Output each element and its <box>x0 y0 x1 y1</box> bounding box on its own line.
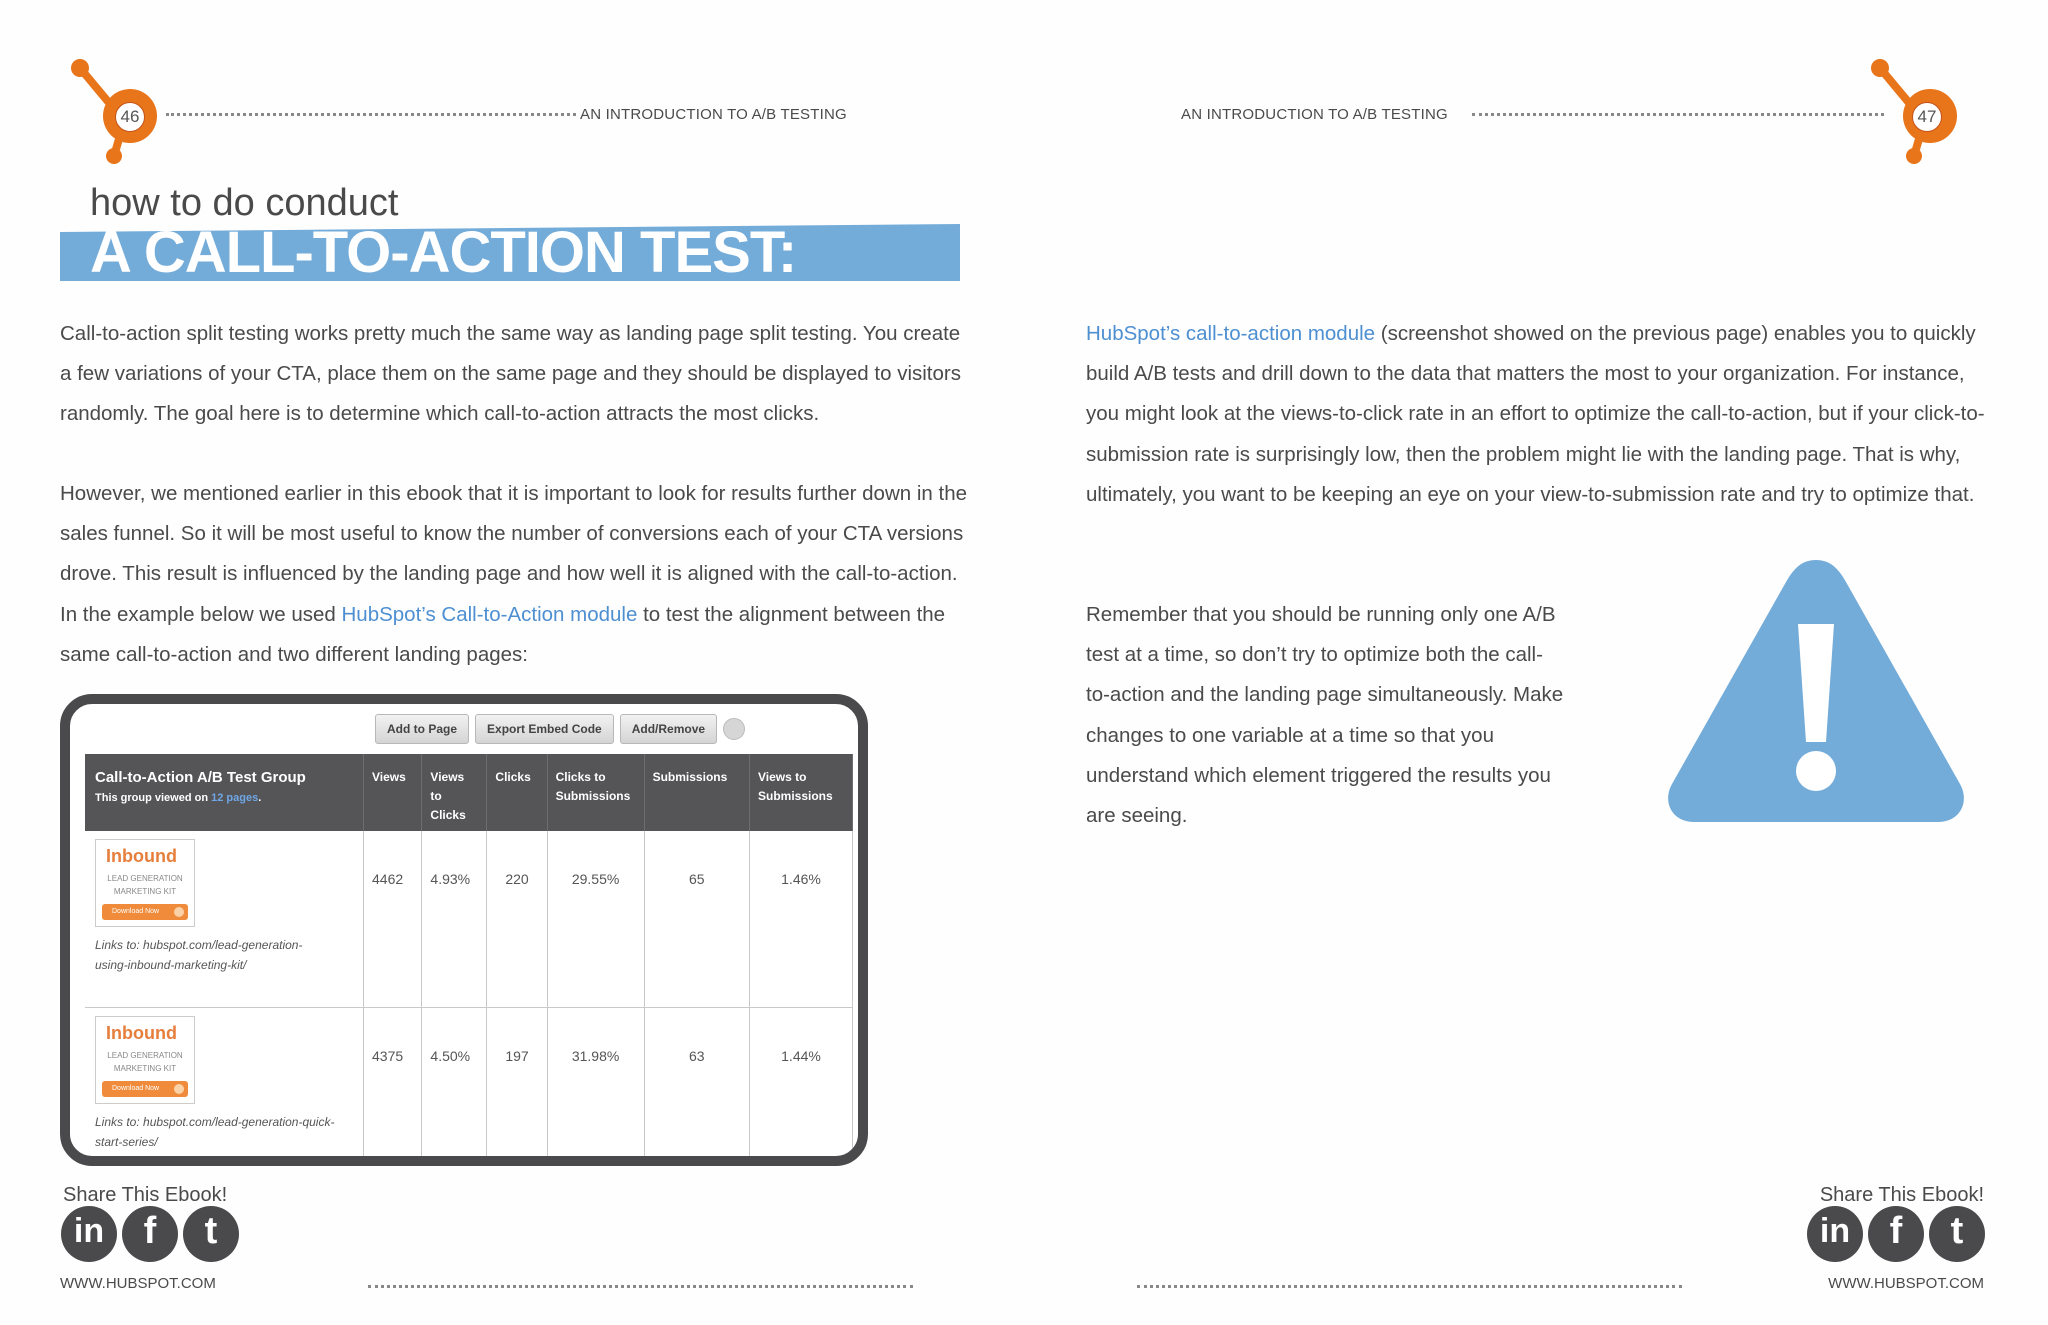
variant-cell <box>85 831 364 1008</box>
thumb-button: Download Now <box>102 904 188 920</box>
share-label-left: Share This Ebook! <box>63 1184 228 1206</box>
right-paragraph-2-text: Remember that you should be running only one A/B test at a time, so don’t try to optimize both the call-to-action and the landing page simultaneously. Make changes to one variable at a time so that you understand which element triggered the results you are seeing. <box>1086 603 1564 828</box>
linkedin-icon[interactable]: in <box>61 1206 117 1262</box>
left-paragraph-1 <box>60 314 970 435</box>
right-para1-text: (screenshot showed on the previous page) enables you to quickly build A/B tests and drill down to the data that matters the most to your organization. For instance, you might look at the views-to-click rate in an effort to optimize the call-to-action, but if your click-to-submission rate is surprisingly low, then the problem might lie with the landing page. That is why, ultimately, you want to be keeping an eye on your view-to-submission rate and try to optimize that. <box>1086 322 1985 506</box>
screenshot-toolbar <box>375 714 745 744</box>
footer-rule-left <box>368 1285 913 1288</box>
footer-url-left[interactable]: WWW.HUBSPOT.COM <box>60 1275 216 1292</box>
facebook-icon[interactable]: f <box>122 1206 178 1262</box>
para2-text-before: However, we mentioned earlier in this ebook that it is important to look for results further down in the sales funnel. So it will be most useful to know the number of conversions each of your CTA versions drove. This result is influenced by the landing page and how well it is aligned with the call-to-action. In the example below we used <box>60 482 968 626</box>
cell-clicks-to-submissions: 31.98% <box>547 1008 644 1167</box>
warning-icon <box>1658 546 1974 826</box>
cell-views-to-clicks: 4.50% <box>422 1008 487 1167</box>
export-embed-code-button[interactable]: Export Embed Code <box>475 714 614 744</box>
group-pages-link[interactable]: 12 pages <box>211 792 259 804</box>
cell-views-to-submissions: 1.44% <box>750 1008 853 1167</box>
group-title-header <box>85 754 364 831</box>
ab-test-table <box>85 754 853 1166</box>
cta-module-link-right[interactable]: HubSpot’s call-to-action module <box>1086 322 1376 345</box>
thumb-title: Inbound <box>106 1023 177 1043</box>
cell-clicks: 220 <box>487 831 547 1008</box>
header-clicks: Clicks <box>487 754 547 831</box>
linkedin-icon[interactable]: in <box>1807 1206 1863 1262</box>
right-paragraph-1 <box>1086 314 1991 515</box>
cell-views-to-clicks: 4.93% <box>422 831 487 1008</box>
thumb-button: Download Now <box>102 1081 188 1097</box>
left-paragraph-2-text <box>60 474 970 675</box>
thumb-title: Inbound <box>106 846 177 866</box>
running-head-left: AN INTRODUCTION TO A/B TESTING <box>580 106 847 123</box>
cell-submissions: 65 <box>644 831 749 1008</box>
header-views-to-submissions: Views to Submissions <box>750 754 853 831</box>
cell-views-to-submissions: 1.46% <box>750 831 853 1008</box>
table-header-row <box>85 754 853 831</box>
cta-module-link[interactable]: HubSpot’s Call-to-Action module <box>341 602 638 626</box>
footer-url-right[interactable]: WWW.HUBSPOT.COM <box>1828 1275 1984 1292</box>
thumb-arrow-icon <box>174 1084 184 1094</box>
table-row <box>85 1008 853 1167</box>
twitter-icon[interactable]: t <box>183 1206 239 1262</box>
cell-views: 4375 <box>364 1008 422 1167</box>
table-row <box>85 831 853 1008</box>
ab-test-screenshot <box>60 694 868 1166</box>
right-paragraph-2 <box>1086 595 1566 836</box>
page-number-right: 47 <box>1912 102 1942 132</box>
group-sub-after: . <box>258 792 262 804</box>
variant-link-text: Links to: hubspot.com/lead-generation-quick-start-series/ <box>95 1115 335 1149</box>
header-rule-right <box>1472 113 1884 116</box>
left-paragraph-1-text: Call-to-action split testing works pretty much the same way as landing page split testing. You create a few variations of your CTA, place them on the same page and they should be displayed to visitors randomly. The goal here is to determine which call-to-action attracts the most clicks. <box>60 322 961 426</box>
options-circle-icon[interactable] <box>723 718 745 740</box>
running-head-right: AN INTRODUCTION TO A/B TESTING <box>1181 106 1448 123</box>
thumb-subtitle: LEAD GENERATION MARKETING KIT <box>107 874 183 896</box>
twitter-icon[interactable]: t <box>1929 1206 1985 1262</box>
group-subtitle <box>95 789 355 808</box>
group-sub-before: This group viewed on <box>95 792 212 804</box>
header-submissions: Submissions <box>644 754 749 831</box>
hubspot-sprocket-logo-left <box>62 56 162 166</box>
cta-thumbnail[interactable] <box>95 839 195 927</box>
section-title: A CALL-TO-ACTION TEST: <box>90 220 797 285</box>
cell-clicks-to-submissions: 29.55% <box>547 831 644 1008</box>
section-kicker: how to do conduct <box>90 182 399 224</box>
cell-views: 4462 <box>364 831 422 1008</box>
group-title: Call-to-Action A/B Test Group <box>95 769 306 786</box>
header-rule-left <box>166 113 576 116</box>
variant-cell <box>85 1008 364 1167</box>
add-to-page-button[interactable]: Add to Page <box>375 714 469 744</box>
thumb-subtitle: LEAD GENERATION MARKETING KIT <box>107 1051 183 1073</box>
share-label-right: Share This Ebook! <box>1819 1184 1984 1206</box>
cta-thumbnail[interactable] <box>95 1016 195 1104</box>
header-views: Views <box>364 754 422 831</box>
footer-rule-right <box>1137 1285 1682 1288</box>
left-paragraph-2 <box>60 474 970 675</box>
facebook-icon[interactable]: f <box>1868 1206 1924 1262</box>
header-views-to-clicks: Views to Clicks <box>422 754 487 831</box>
variant-link-text: Links to: hubspot.com/lead-generation-using-inbound-marketing-kit/ <box>95 938 303 972</box>
page-number-left: 46 <box>115 102 145 132</box>
para2-text-after: to test the alignment between the same call-to-action and two different landing pages: <box>60 602 946 666</box>
add-remove-button[interactable]: Add/Remove <box>620 714 717 744</box>
header-clicks-to-submissions: Clicks to Submissions <box>547 754 644 831</box>
thumb-arrow-icon <box>174 907 184 917</box>
cell-submissions: 63 <box>644 1008 749 1167</box>
cell-clicks: 197 <box>487 1008 547 1167</box>
right-paragraph-1-text <box>1086 314 1991 515</box>
